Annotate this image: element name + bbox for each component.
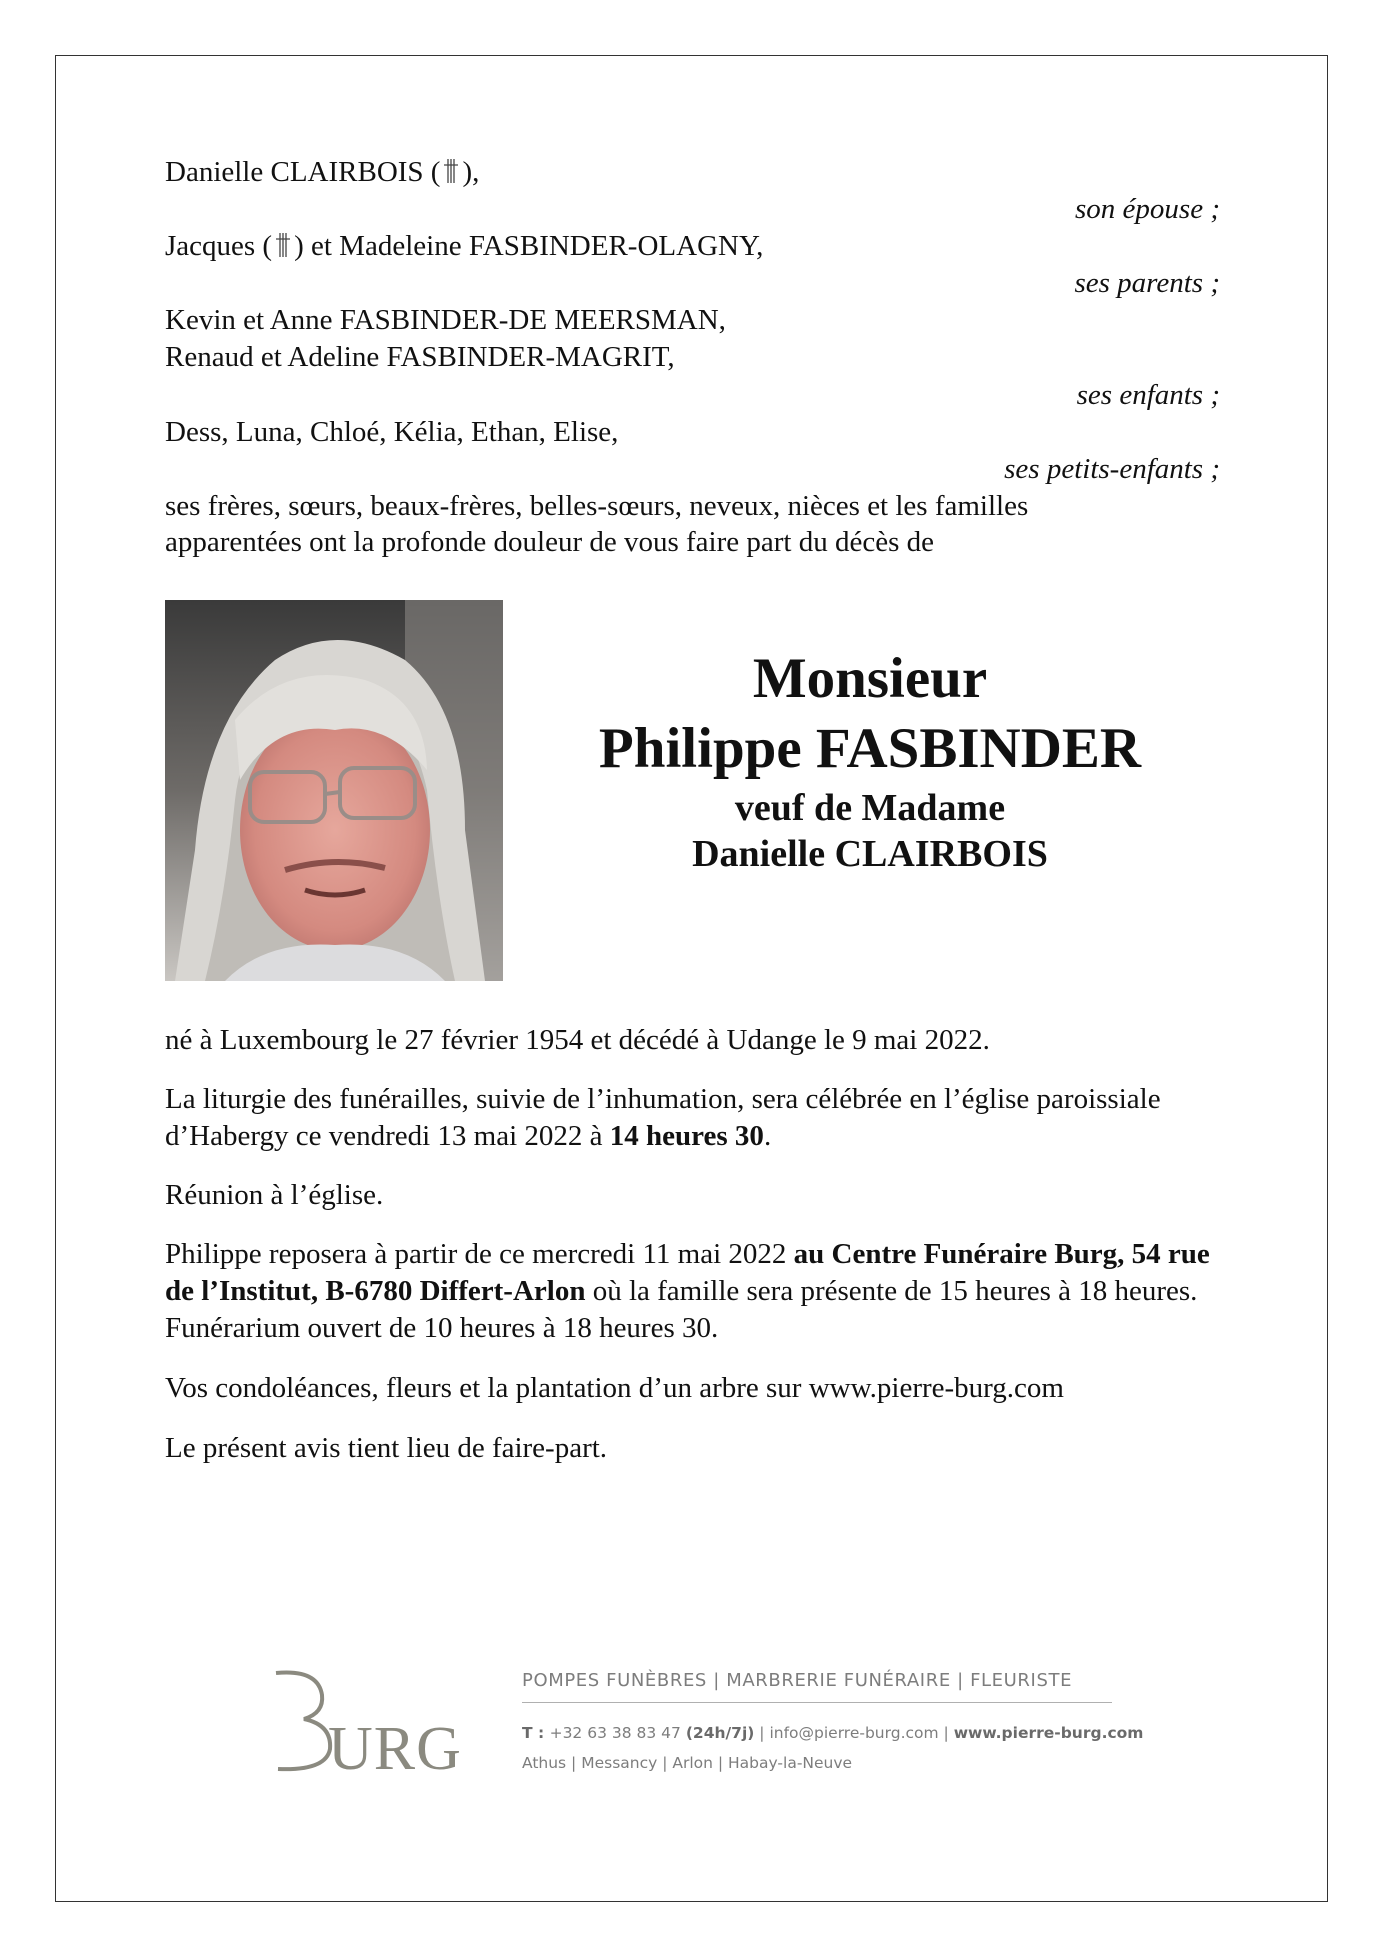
footer-divider bbox=[522, 1702, 1112, 1703]
footer-email[interactable]: | info@pierre-burg.com | bbox=[754, 1724, 954, 1742]
svg-text:URG: URG bbox=[328, 1715, 462, 1775]
notice-paragraph: Le présent avis tient lieu de faire-part. bbox=[165, 1432, 608, 1464]
footer-services: POMPES FUNÈBRES | MARBRERIE FUNÉRAIRE | FLEURISTE bbox=[522, 1670, 1073, 1691]
family-line-grandchildren: Dess, Luna, Chloé, Kélia, Ethan, Elise, bbox=[165, 416, 619, 448]
rest-paragraph: Philippe reposera à partir de ce mercredi 11 mai 2022 au Centre Funéraire Burg, 54 rue de l’Institut, B-6780 Differt-Arlon où la famille sera présente de 15 heures à 18 heures. Funérarium ouvert de 10 heures à 18 heures 30. bbox=[165, 1238, 1210, 1344]
reunion-paragraph: Réunion à l’église. bbox=[165, 1179, 384, 1211]
condolences-paragraph: Vos condoléances, fleurs et la plantation d’un arbre sur www.pierre-burg.com bbox=[165, 1372, 1064, 1404]
liturgy-paragraph: La liturgie des funérailles, suivie de l’inhumation, sera célébrée en l’église paroissiale d’Habergy ce vendredi 13 mai 2022 à 14 heures 30. bbox=[165, 1083, 1161, 1152]
cross-icon bbox=[272, 231, 294, 259]
deceased-title: Monsieur bbox=[752, 647, 988, 710]
intro-line-1: ses frères, sœurs, beaux-frères, belles-sœurs, neveux, nièces et les familles bbox=[165, 490, 1029, 522]
birth-death-paragraph: né à Luxembourg le 27 février 1954 et décédé à Udange le 9 mai 2022. bbox=[165, 1024, 990, 1056]
burg-logo bbox=[270, 1665, 470, 1775]
footer-locations: Athus | Messancy | Arlon | Habay-la-Neuve bbox=[522, 1754, 853, 1772]
intro-line-2: apparentées ont la profonde douleur de vous faire part du décès de bbox=[165, 526, 934, 558]
widow-of-line: veuf de Madame bbox=[734, 787, 1006, 829]
family-line-child-2: Renaud et Adeline FASBINDER-MAGRIT, bbox=[165, 341, 675, 373]
relation-parents: ses parents ; bbox=[1074, 267, 1220, 299]
portrait-photo bbox=[165, 600, 503, 981]
relation-spouse: son épouse ; bbox=[1075, 193, 1220, 225]
deceased-name: Philippe FASBINDER bbox=[598, 717, 1142, 780]
relation-children: ses enfants ; bbox=[1076, 379, 1220, 411]
family-line-child-1: Kevin et Anne FASBINDER-DE MEERSMAN, bbox=[165, 304, 726, 336]
footer-website[interactable]: www.pierre-burg.com bbox=[953, 1724, 1144, 1742]
footer-contact: T : +32 63 38 83 47 (24h/7j) | info@pierre-burg.com | www.pierre-burg.com bbox=[522, 1724, 1144, 1742]
family-line-spouse: Danielle CLAIRBOIS ( ), bbox=[165, 156, 480, 188]
spouse-name: Danielle CLAIRBOIS bbox=[692, 833, 1048, 875]
cross-icon bbox=[440, 157, 462, 185]
relation-grandchildren: ses petits-enfants ; bbox=[1004, 453, 1220, 485]
family-line-parents: Jacques ( ) et Madeleine FASBINDER-OLAGNY, bbox=[165, 230, 764, 262]
